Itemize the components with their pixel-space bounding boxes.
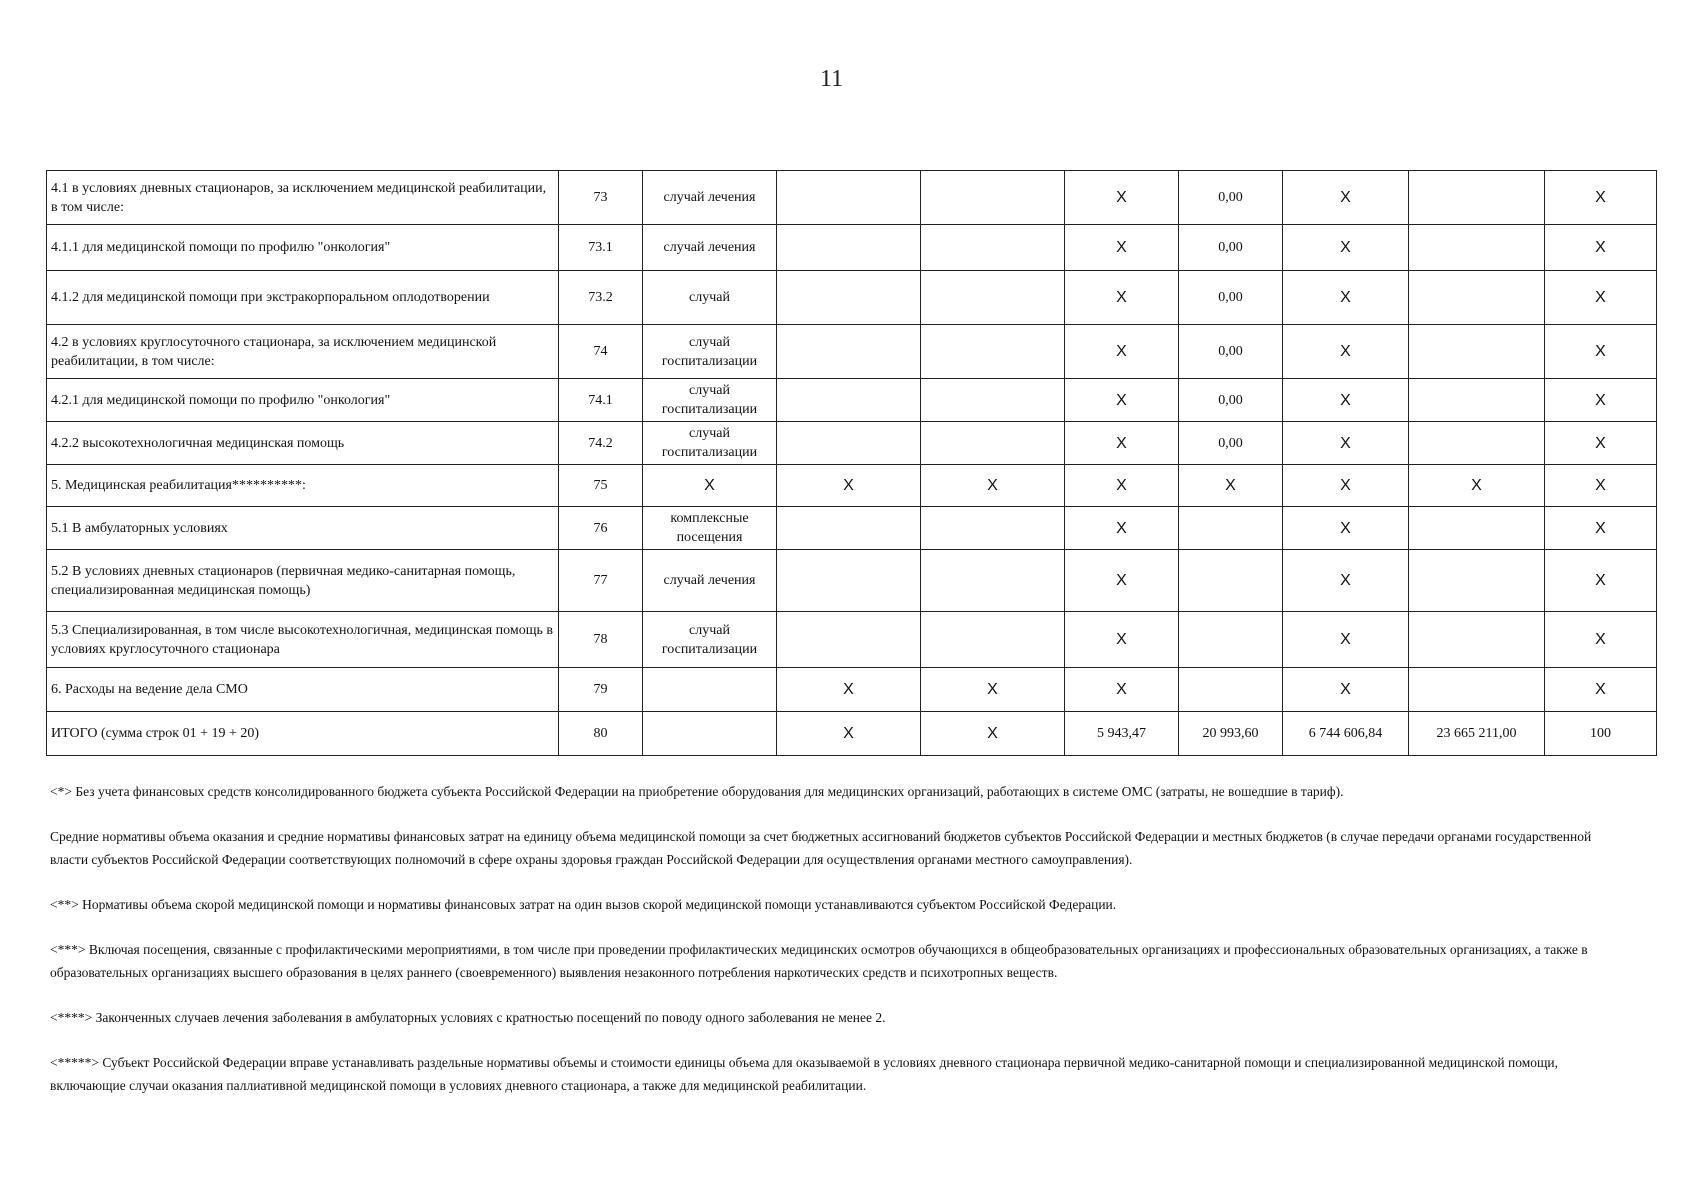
value-cell: X [1065,271,1179,325]
value-cell: X [1065,612,1179,668]
line-number-cell: 80 [559,712,643,756]
value-cell [1179,507,1283,550]
value-cell: X [1283,507,1409,550]
value-cell [921,612,1065,668]
value-cell [1409,171,1545,225]
value-cell [1409,668,1545,712]
value-cell: X [1545,668,1657,712]
unit-cell: случай госпитализации [643,612,777,668]
value-cell: X [1065,668,1179,712]
table-row [47,325,1657,379]
value-cell: X [777,465,921,507]
value-cell: X [921,668,1065,712]
value-cell [921,225,1065,271]
value-cell: X [1283,271,1409,325]
value-cell: X [1283,612,1409,668]
value-cell: X [1283,550,1409,612]
value-cell: X [921,712,1065,756]
value-cell: 100 [1545,712,1657,756]
value-cell [921,171,1065,225]
row-name-cell: 4.2.2 высокотехнологичная медицинская помощь [47,422,559,465]
table-row [47,379,1657,422]
value-cell: X [1409,465,1545,507]
footnotes [50,780,1610,1119]
value-cell [921,379,1065,422]
value-cell: X [1065,225,1179,271]
footnote: <**> Нормативы объема скорой медицинской помощи и нормативы финансовых затрат на один вызов скорой медицинской помощи устанавливаются субъектом Российской Федерации. [50,897,1117,912]
value-cell: 0,00 [1179,171,1283,225]
value-cell: X [1283,422,1409,465]
value-cell: X [1283,465,1409,507]
value-cell: 0,00 [1179,271,1283,325]
value-cell [921,325,1065,379]
row-name-cell: 5.1 В амбулаторных условиях [47,507,559,550]
value-cell [1179,668,1283,712]
footnote: <***> Включая посещения, связанные с профилактическими мероприятиями, в том числе при проведении профилактических медицинских осмотров обучающихся в общеобразовательных организациях и профессиональных образовательных организациях, а также в образовательных организациях высшего образования в целях раннего (своевременного) выявления незаконного потребления наркотических средств и психотропных веществ. [50,942,1588,980]
value-cell: X [921,465,1065,507]
page-number: 11 [820,66,844,92]
value-cell [777,422,921,465]
unit-cell: комплексные посещения [643,507,777,550]
unit-cell [643,712,777,756]
line-number-cell: 75 [559,465,643,507]
value-cell [777,271,921,325]
value-cell: X [1283,225,1409,271]
table-row [47,507,1657,550]
value-cell: X [1545,171,1657,225]
value-cell: X [1179,465,1283,507]
unit-cell: случай лечения [643,171,777,225]
line-number-cell: 79 [559,668,643,712]
line-number-cell: 78 [559,612,643,668]
unit-cell: случай госпитализации [643,422,777,465]
value-cell [1179,612,1283,668]
value-cell [777,379,921,422]
footnote: <*> Без учета финансовых средств консолидированного бюджета субъекта Российской Федерации на приобретение оборудования для медицинских организаций, работающих в системе ОМС (затраты, не вошедшие в тариф). [50,784,1344,799]
table-row [47,612,1657,668]
line-number-cell: 74.2 [559,422,643,465]
row-name-cell: 5.2 В условиях дневных стационаров (первичная медико-санитарная помощь, специализированная медицинская помощь) [47,550,559,612]
value-cell: X [1065,422,1179,465]
footnote: <*****> Субъект Российской Федерации вправе устанавливать раздельные нормативы объемы и стоимости единицы объема для оказываемой в условиях дневного стационара первичной медико-санитарной помощи и специализированной медицинской помощи, включающие случаи оказания паллиативной медицинской помощи в условиях дневного стационара, а также для медицинской реабилитации. [50,1055,1559,1093]
value-cell [1409,612,1545,668]
line-number-cell: 77 [559,550,643,612]
unit-cell: случай лечения [643,225,777,271]
table-row [47,422,1657,465]
value-cell: 20 993,60 [1179,712,1283,756]
value-cell: X [1545,422,1657,465]
value-cell [1409,550,1545,612]
value-cell: X [1065,465,1179,507]
value-cell [777,550,921,612]
value-cell [777,325,921,379]
row-name-cell: ИТОГО (сумма строк 01 + 19 + 20) [47,712,559,756]
line-number-cell: 76 [559,507,643,550]
value-cell [777,225,921,271]
line-number-cell: 74 [559,325,643,379]
value-cell [1409,325,1545,379]
unit-cell: случай госпитализации [643,325,777,379]
value-cell: X [1065,507,1179,550]
value-cell: X [1545,507,1657,550]
unit-cell: случай лечения [643,550,777,612]
table-row [47,668,1657,712]
value-cell: X [1545,271,1657,325]
table-row [47,225,1657,271]
value-cell [1409,271,1545,325]
value-cell: X [1545,465,1657,507]
value-cell: X [1545,325,1657,379]
value-cell: X [1065,379,1179,422]
row-name-cell: 5. Медицинская реабилитация**********: [47,465,559,507]
row-name-cell: 4.2 в условиях круглосуточного стационара, за исключением медицинской реабилитации, в том числе: [47,325,559,379]
value-cell: 0,00 [1179,379,1283,422]
value-cell: X [777,668,921,712]
row-name-cell: 6. Расходы на ведение дела СМО [47,668,559,712]
row-name-cell: 5.3 Специализированная, в том числе высокотехнологичная, медицинская помощь в условиях круглосуточного стационара [47,612,559,668]
value-cell: X [1283,171,1409,225]
value-cell: X [1065,325,1179,379]
line-number-cell: 74.1 [559,379,643,422]
value-cell: X [1545,379,1657,422]
footnote: <****> Законченных случаев лечения заболевания в амбулаторных условиях с кратностью посещений по поводу одного заболевания не менее 2. [50,1010,886,1025]
value-cell [1409,422,1545,465]
value-cell [777,612,921,668]
value-cell [1409,225,1545,271]
value-cell: X [777,712,921,756]
row-name-cell: 4.1.2 для медицинской помощи при экстракорпоральном оплодотворении [47,271,559,325]
line-number-cell: 73.2 [559,271,643,325]
value-cell: X [1283,325,1409,379]
value-cell: X [1545,612,1657,668]
value-cell [921,507,1065,550]
row-name-cell: 4.1 в условиях дневных стационаров, за исключением медицинской реабилитации, в том числе: [47,171,559,225]
value-cell: 0,00 [1179,422,1283,465]
unit-cell: X [643,465,777,507]
value-cell: X [1065,171,1179,225]
value-cell: 0,00 [1179,325,1283,379]
standards-table [46,170,1657,756]
table-row [47,171,1657,225]
value-cell [1179,550,1283,612]
value-cell: 6 744 606,84 [1283,712,1409,756]
value-cell: X [1283,668,1409,712]
line-number-cell: 73.1 [559,225,643,271]
value-cell [921,271,1065,325]
table-row [47,550,1657,612]
table-body [47,171,1657,756]
value-cell [777,507,921,550]
value-cell: 23 665 211,00 [1409,712,1545,756]
value-cell [1409,379,1545,422]
value-cell: X [1065,550,1179,612]
value-cell: 0,00 [1179,225,1283,271]
unit-cell: случай [643,271,777,325]
line-number-cell: 73 [559,171,643,225]
value-cell: X [1545,225,1657,271]
value-cell: X [1283,379,1409,422]
row-name-cell: 4.1.1 для медицинской помощи по профилю "онкология" [47,225,559,271]
value-cell: X [1545,550,1657,612]
footnote: Средние нормативы объема оказания и средние нормативы финансовых затрат на единицу объема медицинской помощи за счет бюджетных ассигнований бюджетов субъектов Российской Федерации и местных бюджетов (в случае передачи органами государственной власти субъектов Российской Федерации соответствующих полномочий в сфере охраны здоровья граждан Российской Федерации для осуществления органами местного самоуправления). [50,829,1592,867]
table-row [47,465,1657,507]
value-cell [921,422,1065,465]
table-row [47,271,1657,325]
unit-cell: случай госпитализации [643,379,777,422]
value-cell [777,171,921,225]
value-cell [921,550,1065,612]
value-cell [1409,507,1545,550]
row-name-cell: 4.2.1 для медицинской помощи по профилю "онкология" [47,379,559,422]
table-row [47,712,1657,756]
unit-cell [643,668,777,712]
value-cell: 5 943,47 [1065,712,1179,756]
